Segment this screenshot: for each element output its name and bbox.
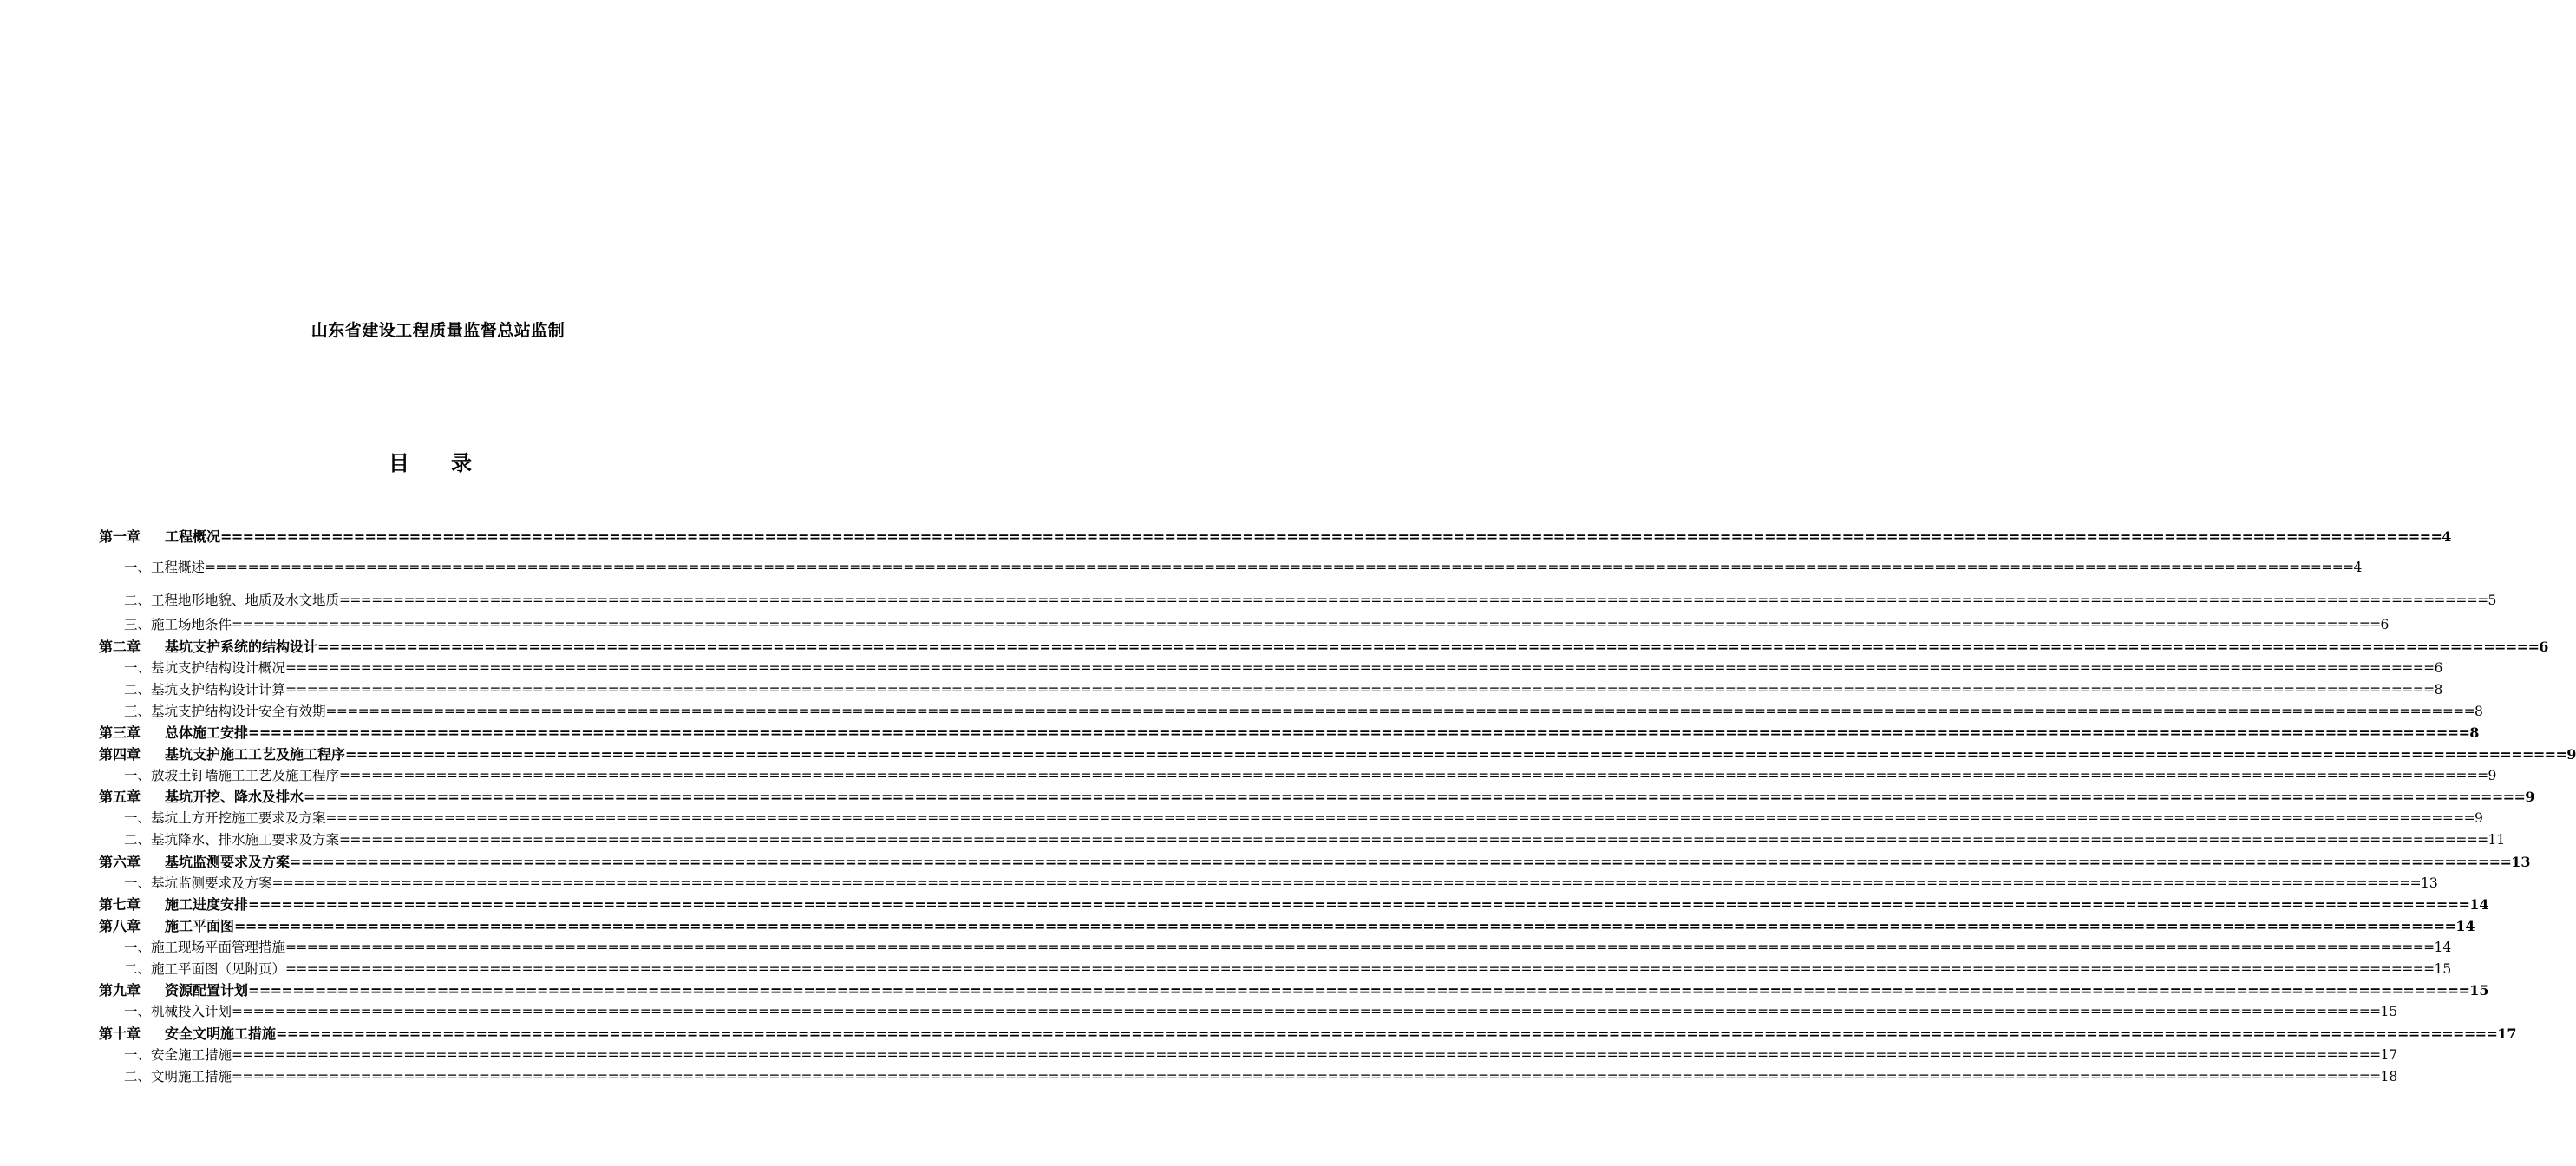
toc-section-entry[interactable] [124,590,2497,609]
toc-page-number: 8 [2469,724,2480,741]
toc-leader: ======================================================================================================================================================================================================== [290,854,2512,870]
toc-section-entry[interactable] [124,829,2506,848]
toc-entry-label: 资源配置计划 [165,982,249,999]
toc-leader: ======================================================================================================================================================================================================== [339,593,2488,608]
toc-page-number: 17 [2380,1047,2398,1063]
toc-chapter-number: 第三章 [99,724,141,741]
toc-entry-label: 工程概况 [165,528,221,545]
toc-leader: ======================================================================================================================================================================================================== [285,660,2435,676]
toc-leader: ======================================================================================================================================================================================================== [232,1004,2381,1019]
toc-chapter-number: 第五章 [99,789,141,805]
toc-entry-label: 一、放坡土钉墙施工工艺及施工程序 [124,768,340,783]
toc-page-number: 8 [2434,682,2443,698]
toc-leader: ======================================================================================================================================================================================================== [285,682,2435,698]
toc-leader: ======================================================================================================================================================================================================== [345,746,2567,763]
toc-page-number: 6 [2539,639,2549,655]
toc-entry-label: 总体施工安排 [165,724,249,741]
toc-title-char-2: 录 [451,450,472,475]
toc-chapter-number: 第四章 [99,746,141,763]
toc-entry-label: 二、文明施工措施 [124,1069,232,1084]
toc-page-number: 18 [2380,1069,2398,1084]
toc-leader: ======================================================================================================================================================================================================== [317,639,2540,655]
toc-page-number: 8 [2474,704,2483,719]
toc-section-entry[interactable] [124,873,2438,892]
toc-page-number: 15 [2469,982,2489,999]
toc-leader: ======================================================================================================================================================================================================== [205,560,2354,575]
toc-entry-label: 施工平面图 [165,918,235,934]
toc-leader: ======================================================================================================================================================================================================== [248,896,2470,913]
toc-chapter-entry[interactable] [99,851,2531,871]
toc-entry-label: 二、施工平面图（见附页） [124,961,286,977]
toc-entry-label: 二、基坑降水、排水施工要求及方案 [124,832,340,848]
toc-section-entry[interactable] [124,765,2497,784]
toc-entry-label: 基坑支护系统的结构设计 [165,639,318,655]
toc-chapter-entry[interactable] [99,722,2480,742]
toc-chapter-entry[interactable] [99,526,2452,546]
toc-leader: ======================================================================================================================================================================================================== [232,617,2381,632]
toc-page-number: 9 [2488,768,2497,783]
toc-chapter-entry[interactable] [99,786,2535,806]
toc-chapter-entry[interactable] [99,979,2489,999]
toc-chapter-entry[interactable] [99,894,2489,914]
toc-entry-label: 一、基坑监测要求及方案 [124,875,272,891]
toc-chapter-number: 第一章 [99,528,141,545]
toc-chapter-number: 第二章 [99,639,141,655]
toc-entry-label: 一、机械投入计划 [124,1004,232,1019]
toc-page-number: 17 [2497,1025,2517,1042]
toc-section-entry[interactable] [124,679,2443,698]
toc-leader: ======================================================================================================================================================================================================== [325,704,2475,719]
toc-entry-label: 基坑监测要求及方案 [165,854,291,870]
toc-chapter-entry[interactable] [99,1023,2517,1043]
toc-leader: ======================================================================================================================================================================================================== [220,528,2442,545]
toc-entry-label: 基坑支护施工工艺及施工程序 [165,746,346,763]
toc-leader: ======================================================================================================================================================================================================== [285,940,2435,955]
toc-leader: ======================================================================================================================================================================================================== [234,918,2456,934]
toc-chapter-entry[interactable] [99,743,2576,763]
toc-entry-label: 一、工程概述 [124,560,206,575]
toc-leader: ======================================================================================================================================================================================================== [276,1025,2498,1042]
toc-page-number: 14 [2469,896,2489,913]
toc-title-char-1: 目 [389,450,409,475]
toc-page-number: 15 [2380,1004,2398,1019]
toc-section-entry[interactable] [124,557,2363,576]
toc-section-entry[interactable] [124,808,2483,827]
toc-leader: ======================================================================================================================================================================================================== [232,1069,2381,1084]
toc-entry-label: 基坑开挖、降水及排水 [165,789,304,805]
toc-section-entry[interactable] [124,701,2483,720]
toc-chapter-entry[interactable] [99,636,2549,656]
toc-chapter-number: 第十章 [99,1025,141,1042]
toc-section-entry[interactable] [124,658,2443,677]
toc-entry-label: 二、工程地形地貌、地质及水文地质 [124,593,340,608]
supervisor-line: 山东省建设工程质量监督总站监制 [311,321,566,340]
toc-leader: ======================================================================================================================================================================================================== [339,768,2488,783]
toc-entry-label: 安全文明施工措施 [165,1025,277,1042]
toc-entry-label: 施工进度安排 [165,896,249,913]
toc-entry-label: 三、基坑支护结构设计安全有效期 [124,704,326,719]
toc-section-entry[interactable] [124,959,2452,978]
toc-leader: ======================================================================================================================================================================================================== [304,789,2526,805]
toc-section-entry[interactable] [124,1066,2398,1085]
toc-page-number: 13 [2511,854,2531,870]
toc-page-number: 9 [2474,810,2483,826]
toc-chapter-number: 第六章 [99,854,141,870]
toc-chapter-entry[interactable] [99,915,2475,935]
toc-leader: ======================================================================================================================================================================================================== [232,1047,2381,1063]
toc-chapter-number: 第七章 [99,896,141,913]
toc-leader: ======================================================================================================================================================================================================== [248,724,2470,741]
toc-page-number: 14 [2455,918,2475,934]
toc-page-number: 9 [2566,746,2576,763]
toc-page-number: 13 [2420,875,2438,891]
toc-entry-label: 一、安全施工措施 [124,1047,232,1063]
toc-section-entry[interactable] [124,937,2452,956]
toc-page-number: 6 [2434,660,2443,676]
toc-section-entry[interactable] [124,614,2390,633]
toc-page-number: 4 [2442,528,2452,545]
toc-leader: ======================================================================================================================================================================================================== [248,982,2470,999]
toc-page-number: 15 [2434,961,2452,977]
toc-page-number: 4 [2353,560,2363,575]
toc-leader: ======================================================================================================================================================================================================== [339,832,2488,848]
toc-entry-label: 一、施工现场平面管理措施 [124,940,286,955]
toc-page-number: 14 [2434,940,2452,955]
toc-page-number: 9 [2525,789,2535,805]
toc-page-number: 6 [2380,617,2390,632]
toc-entry-label: 三、施工场地条件 [124,617,232,632]
toc-chapter-number: 第八章 [99,918,141,934]
toc-entry-label: 一、基坑支护结构设计概况 [124,660,286,676]
toc-leader: ======================================================================================================================================================================================================== [325,810,2475,826]
toc-entry-label: 二、基坑支护结构设计计算 [124,682,286,698]
toc-leader: ======================================================================================================================================================================================================== [285,961,2435,977]
toc-section-entry[interactable] [124,1001,2398,1020]
toc-page-number: 5 [2488,593,2497,608]
toc-entry-label: 一、基坑土方开挖施工要求及方案 [124,810,326,826]
toc-page-number: 11 [2488,832,2506,848]
toc-leader: ======================================================================================================================================================================================================== [271,875,2421,891]
toc-chapter-number: 第九章 [99,982,141,999]
toc-section-entry[interactable] [124,1045,2398,1064]
